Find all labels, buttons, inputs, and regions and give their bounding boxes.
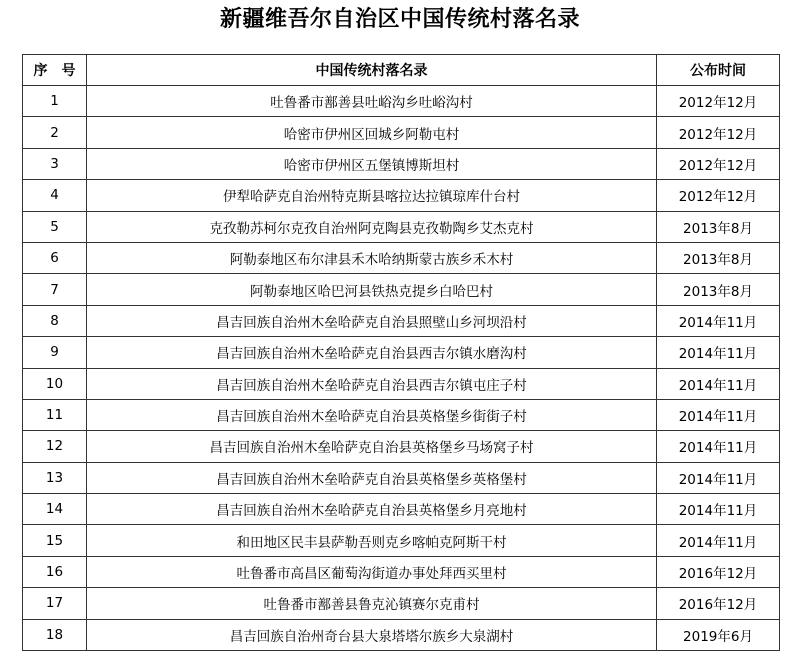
publish-date-cell: 2014年11月 <box>657 525 780 556</box>
table-row <box>23 368 780 399</box>
table-body <box>23 86 780 651</box>
row-number-cell: 7 <box>23 274 87 305</box>
table-row <box>23 431 780 462</box>
header-village-name: 中国传统村落名录 <box>87 55 657 86</box>
table-row <box>23 556 780 587</box>
document-title: 新疆维吾尔自治区中国传统村落名录 <box>219 7 580 32</box>
village-name-cell: 昌吉回族自治州木垒哈萨克自治县英格堡乡街街子村 <box>87 399 657 430</box>
publish-date-cell: 2014年11月 <box>657 431 780 462</box>
publish-date-cell: 2014年11月 <box>657 399 780 430</box>
table-row <box>23 494 780 525</box>
village-name-cell: 昌吉回族自治州木垒哈萨克自治县西吉尔镇水磨沟村 <box>87 337 657 368</box>
publish-date-cell: 2019年6月 <box>657 619 780 650</box>
village-name-cell: 阿勒泰地区哈巴河县铁热克提乡白哈巴村 <box>87 274 657 305</box>
row-number-cell: 11 <box>23 399 87 430</box>
village-name-cell: 昌吉回族自治州木垒哈萨克自治县英格堡乡马场窝子村 <box>87 431 657 462</box>
row-number-cell: 8 <box>23 305 87 336</box>
row-number-cell: 13 <box>23 462 87 493</box>
row-number-cell: 9 <box>23 337 87 368</box>
publish-date-cell: 2016年12月 <box>657 588 780 619</box>
publish-date-cell: 2014年11月 <box>657 494 780 525</box>
village-name-cell: 昌吉回族自治州木垒哈萨克自治县英格堡乡英格堡村 <box>87 462 657 493</box>
row-number-cell: 3 <box>23 148 87 179</box>
table-row <box>23 86 780 117</box>
publish-date-cell: 2013年8月 <box>657 211 780 242</box>
publish-date-cell: 2012年12月 <box>657 86 780 117</box>
table-row <box>23 211 780 242</box>
publish-date-cell: 2014年11月 <box>657 368 780 399</box>
village-name-cell: 和田地区民丰县萨勒吾则克乡喀帕克阿斯干村 <box>87 525 657 556</box>
table-row <box>23 180 780 211</box>
row-number-cell: 16 <box>23 556 87 587</box>
table-row <box>23 148 780 179</box>
village-name-cell: 克孜勒苏柯尔克孜自治州阿克陶县克孜勒陶乡艾杰克村 <box>87 211 657 242</box>
village-name-cell: 吐鲁番市鄯善县鲁克沁镇赛尔克甫村 <box>87 588 657 619</box>
row-number-cell: 4 <box>23 180 87 211</box>
village-name-cell: 伊犁哈萨克自治州特克斯县喀拉达拉镇琼库什台村 <box>87 180 657 211</box>
row-number-cell: 6 <box>23 242 87 273</box>
table-row <box>23 588 780 619</box>
village-name-cell: 昌吉回族自治州木垒哈萨克自治县西吉尔镇屯庄子村 <box>87 368 657 399</box>
header-publish-date: 公布时间 <box>657 55 780 86</box>
table-row <box>23 462 780 493</box>
row-number-cell: 12 <box>23 431 87 462</box>
publish-date-cell: 2014年11月 <box>657 305 780 336</box>
row-number-cell: 15 <box>23 525 87 556</box>
village-name-cell: 吐鲁番市高昌区葡萄沟街道办事处拜西买里村 <box>87 556 657 587</box>
table-row <box>23 619 780 650</box>
row-number-cell: 5 <box>23 211 87 242</box>
table-row <box>23 525 780 556</box>
table-header-row <box>23 55 780 86</box>
village-name-cell: 昌吉回族自治州木垒哈萨克自治县英格堡乡月亮地村 <box>87 494 657 525</box>
row-number-cell: 18 <box>23 619 87 650</box>
table-row <box>23 242 780 273</box>
table-row <box>23 399 780 430</box>
publish-date-cell: 2014年11月 <box>657 337 780 368</box>
village-name-cell: 哈密市伊州区回城乡阿勒屯村 <box>87 117 657 148</box>
publish-date-cell: 2016年12月 <box>657 556 780 587</box>
row-number-cell: 1 <box>23 86 87 117</box>
publish-date-cell: 2012年12月 <box>657 180 780 211</box>
table-row <box>23 274 780 305</box>
publish-date-cell: 2013年8月 <box>657 242 780 273</box>
village-table <box>22 54 780 651</box>
publish-date-cell: 2014年11月 <box>657 462 780 493</box>
table-row <box>23 337 780 368</box>
village-name-cell: 昌吉回族自治州奇台县大泉塔塔尔族乡大泉湖村 <box>87 619 657 650</box>
village-name-cell: 昌吉回族自治州木垒哈萨克自治县照壁山乡河坝沿村 <box>87 305 657 336</box>
publish-date-cell: 2013年8月 <box>657 274 780 305</box>
table-row <box>23 117 780 148</box>
row-number-cell: 10 <box>23 368 87 399</box>
village-name-cell: 哈密市伊州区五堡镇博斯坦村 <box>87 148 657 179</box>
row-number-cell: 14 <box>23 494 87 525</box>
row-number-cell: 2 <box>23 117 87 148</box>
table-row <box>23 305 780 336</box>
header-number: 序 号 <box>23 55 87 86</box>
publish-date-cell: 2012年12月 <box>657 148 780 179</box>
row-number-cell: 17 <box>23 588 87 619</box>
village-name-cell: 阿勒泰地区布尔津县禾木哈纳斯蒙古族乡禾木村 <box>87 242 657 273</box>
publish-date-cell: 2012年12月 <box>657 117 780 148</box>
village-name-cell: 吐鲁番市鄯善县吐峪沟乡吐峪沟村 <box>87 86 657 117</box>
